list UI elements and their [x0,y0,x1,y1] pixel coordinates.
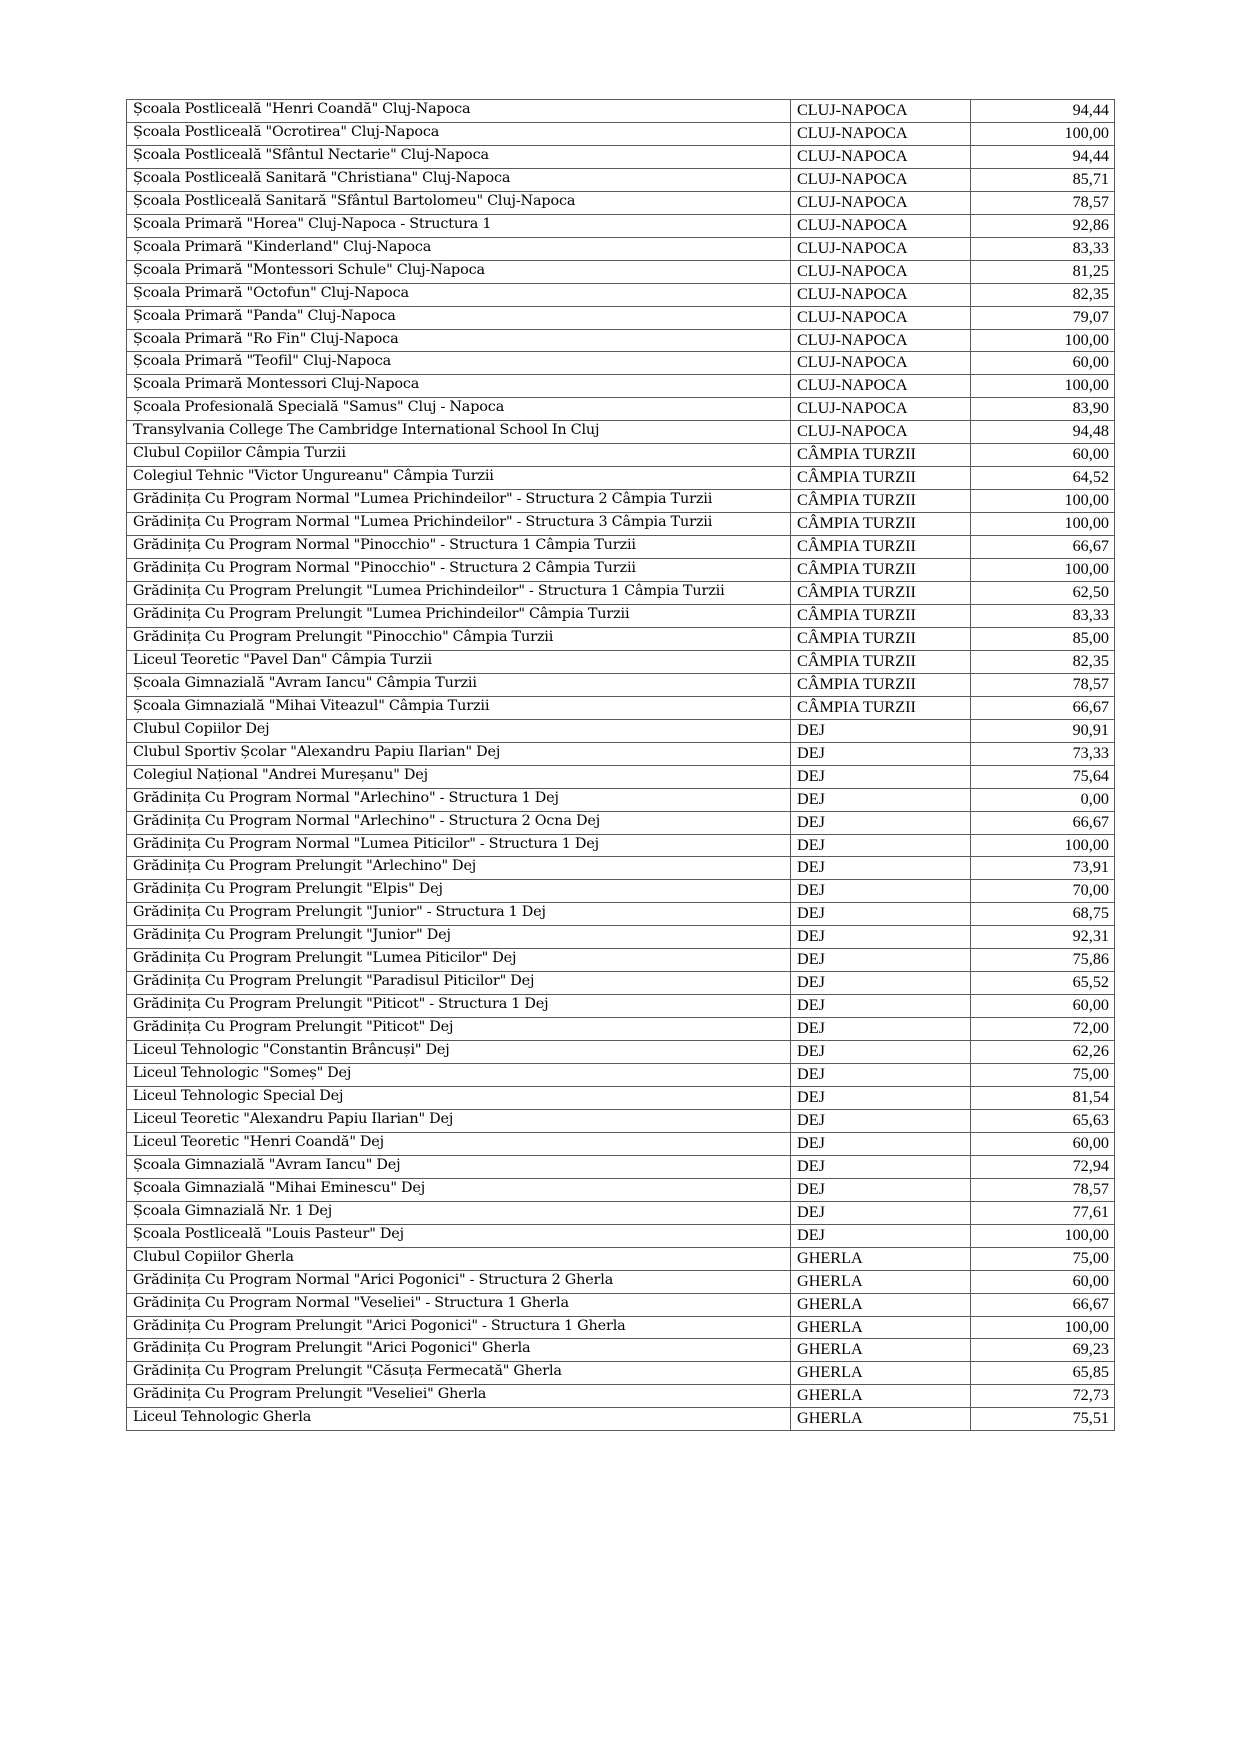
table-row [127,444,1115,467]
cell-value: 73,91 [971,857,1115,880]
table-row [127,559,1115,582]
table-row [127,306,1115,329]
cell-school-name: Grădinița Cu Program Normal "Pinocchio" - Structura 2 Câmpia Turzii [127,559,791,582]
cell-value: 62,50 [971,582,1115,605]
cell-school-name: Grădinița Cu Program Prelungit "Arlechino" Dej [127,857,791,880]
cell-city: DEJ [791,719,971,742]
cell-city: CLUJ-NAPOCA [791,214,971,237]
cell-school-name: Grădinița Cu Program Prelungit "Căsuța Fermecată" Gherla [127,1362,791,1385]
cell-value: 65,63 [971,1109,1115,1132]
schools-table [126,99,1115,1431]
cell-school-name: Școala Profesională Specială "Samus" Cluj - Napoca [127,398,791,421]
table-row [127,1293,1115,1316]
table-row [127,1408,1115,1431]
table-row [127,765,1115,788]
table-row [127,1362,1115,1385]
cell-value: 85,00 [971,627,1115,650]
cell-city: GHERLA [791,1316,971,1339]
table-row [127,490,1115,513]
cell-school-name: Grădinița Cu Program Normal "Arlechino" - Structura 1 Dej [127,788,791,811]
table-row [127,903,1115,926]
cell-school-name: Grădinița Cu Program Prelungit "Pinocchio" Câmpia Turzii [127,627,791,650]
cell-value: 72,73 [971,1385,1115,1408]
cell-value: 77,61 [971,1201,1115,1224]
cell-city: DEJ [791,926,971,949]
cell-value: 75,51 [971,1408,1115,1431]
cell-school-name: Grădinița Cu Program Normal "Veseliei" - Structura 1 Gherla [127,1293,791,1316]
cell-city: CLUJ-NAPOCA [791,122,971,145]
table-row [127,1041,1115,1064]
table-row [127,513,1115,536]
table-row [127,1339,1115,1362]
cell-value: 100,00 [971,490,1115,513]
table-row [127,122,1115,145]
cell-city: GHERLA [791,1247,971,1270]
cell-city: DEJ [791,1041,971,1064]
cell-city: DEJ [791,1109,971,1132]
cell-city: CLUJ-NAPOCA [791,168,971,191]
cell-value: 75,00 [971,1064,1115,1087]
cell-school-name: Grădinița Cu Program Normal "Pinocchio" - Structura 1 Câmpia Turzii [127,536,791,559]
cell-value: 60,00 [971,444,1115,467]
cell-city: CLUJ-NAPOCA [791,329,971,352]
cell-city: GHERLA [791,1270,971,1293]
cell-school-name: Grădinița Cu Program Prelungit "Lumea Piticilor" Dej [127,949,791,972]
cell-city: DEJ [791,811,971,834]
cell-city: CÂMPIA TURZII [791,467,971,490]
cell-school-name: Colegiul Național "Andrei Mureșanu" Dej [127,765,791,788]
table-body [127,100,1115,1431]
cell-value: 100,00 [971,329,1115,352]
table-row [127,191,1115,214]
cell-value: 72,00 [971,1018,1115,1041]
cell-city: DEJ [791,1086,971,1109]
table-row [127,582,1115,605]
cell-value: 83,90 [971,398,1115,421]
cell-value: 75,64 [971,765,1115,788]
cell-value: 60,00 [971,1270,1115,1293]
cell-value: 78,57 [971,191,1115,214]
cell-school-name: Grădinița Cu Program Prelungit "Lumea Prichindeilor" - Structura 1 Câmpia Turzii [127,582,791,605]
cell-school-name: Școala Primară "Horea" Cluj-Napoca - Structura 1 [127,214,791,237]
table-row [127,719,1115,742]
cell-school-name: Grădinița Cu Program Prelungit "Paradisul Piticilor" Dej [127,972,791,995]
cell-city: CÂMPIA TURZII [791,696,971,719]
table-row [127,926,1115,949]
table-row [127,1155,1115,1178]
table-row [127,811,1115,834]
cell-value: 66,67 [971,811,1115,834]
cell-city: CLUJ-NAPOCA [791,352,971,375]
cell-value: 75,86 [971,949,1115,972]
cell-city: DEJ [791,1132,971,1155]
cell-school-name: Școala Postliceală "Sfântul Nectarie" Cluj-Napoca [127,145,791,168]
cell-value: 66,67 [971,536,1115,559]
cell-city: CLUJ-NAPOCA [791,306,971,329]
table-row [127,742,1115,765]
cell-value: 81,25 [971,260,1115,283]
table-row [127,536,1115,559]
cell-school-name: Școala Primară "Octofun" Cluj-Napoca [127,283,791,306]
cell-city: CLUJ-NAPOCA [791,421,971,444]
table-row [127,995,1115,1018]
table-row [127,375,1115,398]
cell-school-name: Colegiul Tehnic "Victor Ungureanu" Câmpia Turzii [127,467,791,490]
cell-city: CLUJ-NAPOCA [791,100,971,123]
cell-value: 65,52 [971,972,1115,995]
cell-city: CLUJ-NAPOCA [791,191,971,214]
cell-school-name: Școala Gimnazială Nr. 1 Dej [127,1201,791,1224]
cell-city: CÂMPIA TURZII [791,650,971,673]
cell-school-name: Grădinița Cu Program Normal "Lumea Piticilor" - Structura 1 Dej [127,834,791,857]
table-row [127,857,1115,880]
cell-value: 64,52 [971,467,1115,490]
cell-school-name: Școala Postliceală "Henri Coandă" Cluj-Napoca [127,100,791,123]
cell-value: 65,85 [971,1362,1115,1385]
table-row [127,880,1115,903]
cell-value: 100,00 [971,834,1115,857]
cell-city: DEJ [791,834,971,857]
table-row [127,1201,1115,1224]
cell-city: DEJ [791,788,971,811]
cell-school-name: Școala Primară "Panda" Cluj-Napoca [127,306,791,329]
cell-city: GHERLA [791,1385,971,1408]
cell-value: 78,57 [971,1178,1115,1201]
cell-value: 81,54 [971,1086,1115,1109]
cell-school-name: Clubul Copiilor Câmpia Turzii [127,444,791,467]
cell-value: 100,00 [971,122,1115,145]
table-row [127,145,1115,168]
cell-value: 94,44 [971,145,1115,168]
cell-value: 82,35 [971,650,1115,673]
cell-city: CÂMPIA TURZII [791,604,971,627]
cell-city: DEJ [791,1155,971,1178]
cell-school-name: Liceul Teoretic "Pavel Dan" Câmpia Turzii [127,650,791,673]
cell-value: 0,00 [971,788,1115,811]
cell-city: DEJ [791,972,971,995]
cell-school-name: Clubul Sportiv Școlar "Alexandru Papiu Ilarian" Dej [127,742,791,765]
cell-school-name: Școala Gimnazială "Avram Iancu" Câmpia Turzii [127,673,791,696]
cell-value: 92,86 [971,214,1115,237]
cell-city: CÂMPIA TURZII [791,559,971,582]
table-row [127,673,1115,696]
table-row [127,1064,1115,1087]
cell-school-name: Clubul Copiilor Gherla [127,1247,791,1270]
table-row [127,788,1115,811]
cell-city: DEJ [791,1064,971,1087]
cell-city: CLUJ-NAPOCA [791,375,971,398]
cell-city: DEJ [791,995,971,1018]
cell-school-name: Grădinița Cu Program Prelungit "Arici Pogonici" Gherla [127,1339,791,1362]
cell-city: DEJ [791,949,971,972]
cell-city: GHERLA [791,1408,971,1431]
cell-school-name: Transylvania College The Cambridge International School In Cluj [127,421,791,444]
cell-school-name: Grădinița Cu Program Normal "Lumea Prichindeilor" - Structura 2 Câmpia Turzii [127,490,791,513]
table-row [127,1270,1115,1293]
cell-school-name: Școala Primară "Ro Fin" Cluj-Napoca [127,329,791,352]
cell-city: CÂMPIA TURZII [791,513,971,536]
table-row [127,398,1115,421]
cell-city: CLUJ-NAPOCA [791,145,971,168]
cell-city: DEJ [791,742,971,765]
cell-value: 83,33 [971,237,1115,260]
cell-city: DEJ [791,903,971,926]
cell-value: 62,26 [971,1041,1115,1064]
cell-school-name: Grădinița Cu Program Prelungit "Arici Pogonici" - Structura 1 Gherla [127,1316,791,1339]
cell-school-name: Școala Postliceală "Ocrotirea" Cluj-Napoca [127,122,791,145]
cell-value: 73,33 [971,742,1115,765]
cell-school-name: Grădinița Cu Program Prelungit "Lumea Prichindeilor" Câmpia Turzii [127,604,791,627]
cell-city: CLUJ-NAPOCA [791,260,971,283]
cell-school-name: Liceul Tehnologic Gherla [127,1408,791,1431]
table-row [127,260,1115,283]
cell-school-name: Liceul Teoretic "Alexandru Papiu Ilarian" Dej [127,1109,791,1132]
cell-value: 60,00 [971,1132,1115,1155]
cell-value: 85,71 [971,168,1115,191]
cell-school-name: Școala Primară "Teofil" Cluj-Napoca [127,352,791,375]
cell-city: DEJ [791,880,971,903]
table-row [127,834,1115,857]
cell-city: DEJ [791,1018,971,1041]
table-row [127,1109,1115,1132]
table-row [127,168,1115,191]
cell-value: 100,00 [971,1224,1115,1247]
cell-school-name: Grădinița Cu Program Normal "Lumea Prichindeilor" - Structura 3 Câmpia Turzii [127,513,791,536]
cell-value: 100,00 [971,1316,1115,1339]
table-row [127,1018,1115,1041]
cell-city: CÂMPIA TURZII [791,582,971,605]
table-row [127,1132,1115,1155]
cell-school-name: Clubul Copiilor Dej [127,719,791,742]
cell-city: DEJ [791,1178,971,1201]
cell-school-name: Școala Postliceală Sanitară "Sfântul Bartolomeu" Cluj-Napoca [127,191,791,214]
cell-value: 83,33 [971,604,1115,627]
table-row [127,1316,1115,1339]
cell-city: DEJ [791,1224,971,1247]
cell-value: 68,75 [971,903,1115,926]
cell-school-name: Școala Primară Montessori Cluj-Napoca [127,375,791,398]
cell-value: 66,67 [971,696,1115,719]
table-row [127,627,1115,650]
cell-value: 69,23 [971,1339,1115,1362]
table-row [127,1086,1115,1109]
table-row [127,421,1115,444]
cell-school-name: Grădinița Cu Program Normal "Arici Pogonici" - Structura 2 Gherla [127,1270,791,1293]
cell-school-name: Școala Gimnazială "Mihai Viteazul" Câmpia Turzii [127,696,791,719]
cell-city: CÂMPIA TURZII [791,444,971,467]
cell-value: 78,57 [971,673,1115,696]
cell-value: 82,35 [971,283,1115,306]
cell-city: CLUJ-NAPOCA [791,398,971,421]
cell-city: GHERLA [791,1339,971,1362]
cell-school-name: Liceul Tehnologic Special Dej [127,1086,791,1109]
table-row [127,650,1115,673]
table-row [127,214,1115,237]
cell-value: 75,00 [971,1247,1115,1270]
table-row [127,329,1115,352]
table-row [127,949,1115,972]
cell-city: CÂMPIA TURZII [791,673,971,696]
table-row [127,100,1115,123]
cell-value: 66,67 [971,1293,1115,1316]
cell-school-name: Liceul Teoretic "Henri Coandă" Dej [127,1132,791,1155]
cell-value: 94,44 [971,100,1115,123]
cell-value: 94,48 [971,421,1115,444]
table-row [127,604,1115,627]
table-row [127,1224,1115,1247]
cell-city: GHERLA [791,1362,971,1385]
cell-value: 90,91 [971,719,1115,742]
cell-school-name: Liceul Tehnologic "Constantin Brâncuși" Dej [127,1041,791,1064]
table-row [127,1178,1115,1201]
cell-city: DEJ [791,857,971,880]
table-row [127,283,1115,306]
cell-value: 100,00 [971,559,1115,582]
cell-city: CÂMPIA TURZII [791,490,971,513]
cell-city: DEJ [791,1201,971,1224]
cell-value: 72,94 [971,1155,1115,1178]
cell-school-name: Școala Primară "Montessori Schule" Cluj-Napoca [127,260,791,283]
table-row [127,467,1115,490]
table-row [127,1385,1115,1408]
cell-school-name: Școala Postliceală "Louis Pasteur" Dej [127,1224,791,1247]
table-row [127,696,1115,719]
cell-city: CÂMPIA TURZII [791,536,971,559]
cell-school-name: Grădinița Cu Program Prelungit "Veseliei" Gherla [127,1385,791,1408]
cell-city: DEJ [791,765,971,788]
cell-school-name: Liceul Tehnologic "Someș" Dej [127,1064,791,1087]
cell-school-name: Școala Gimnazială "Mihai Eminescu" Dej [127,1178,791,1201]
cell-city: CLUJ-NAPOCA [791,237,971,260]
cell-value: 92,31 [971,926,1115,949]
cell-value: 60,00 [971,352,1115,375]
cell-school-name: Școala Gimnazială "Avram Iancu" Dej [127,1155,791,1178]
cell-city: CÂMPIA TURZII [791,627,971,650]
cell-city: CLUJ-NAPOCA [791,283,971,306]
cell-value: 60,00 [971,995,1115,1018]
cell-school-name: Grădinița Cu Program Normal "Arlechino" - Structura 2 Ocna Dej [127,811,791,834]
cell-school-name: Școala Primară "Kinderland" Cluj-Napoca [127,237,791,260]
table-row [127,237,1115,260]
cell-school-name: Școala Postliceală Sanitară "Christiana" Cluj-Napoca [127,168,791,191]
cell-value: 70,00 [971,880,1115,903]
cell-value: 100,00 [971,375,1115,398]
cell-value: 100,00 [971,513,1115,536]
cell-school-name: Grădinița Cu Program Prelungit "Junior" Dej [127,926,791,949]
cell-school-name: Grădinița Cu Program Prelungit "Elpis" Dej [127,880,791,903]
cell-school-name: Grădinița Cu Program Prelungit "Piticot" Dej [127,1018,791,1041]
table-row [127,1247,1115,1270]
cell-city: GHERLA [791,1293,971,1316]
table-row [127,352,1115,375]
cell-school-name: Grădinița Cu Program Prelungit "Piticot" - Structura 1 Dej [127,995,791,1018]
cell-school-name: Grădinița Cu Program Prelungit "Junior" - Structura 1 Dej [127,903,791,926]
cell-value: 79,07 [971,306,1115,329]
table-row [127,972,1115,995]
